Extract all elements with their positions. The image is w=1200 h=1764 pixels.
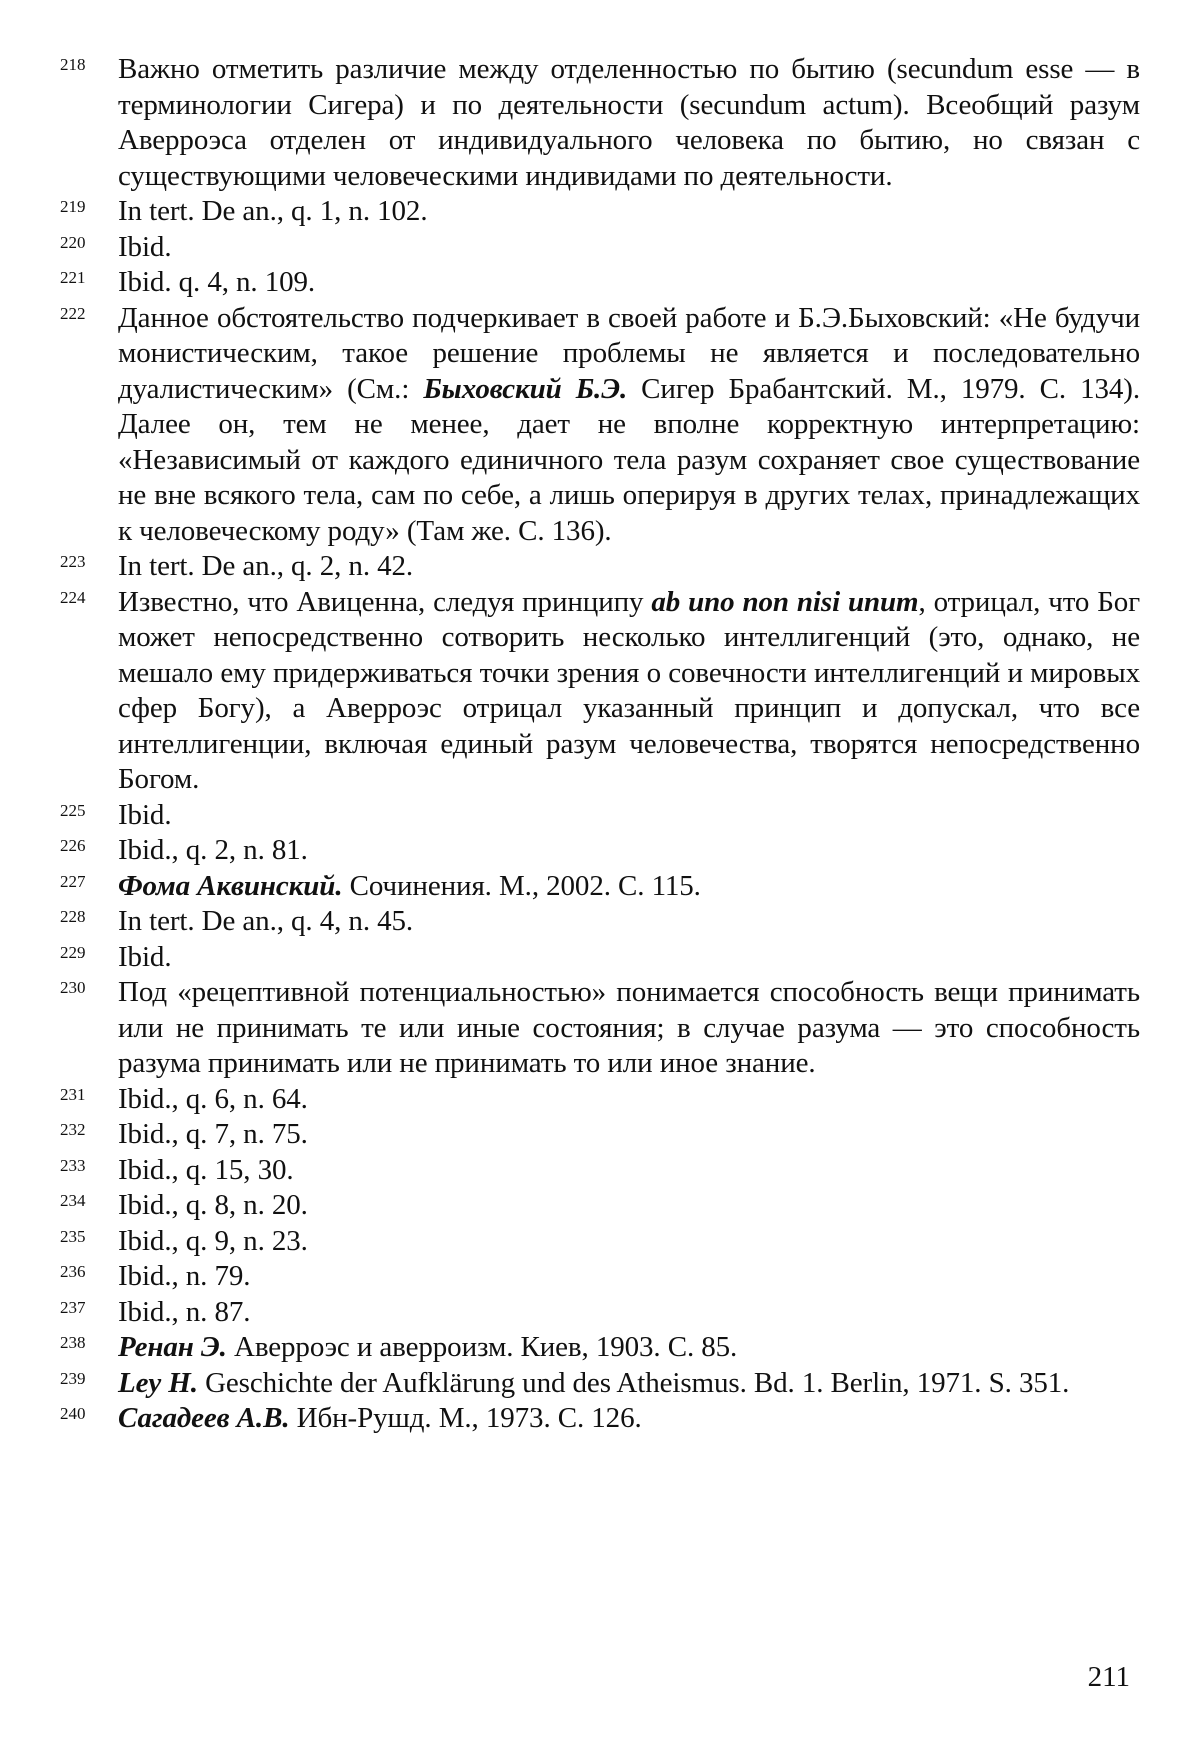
footnote-230 xyxy=(60,975,1140,1082)
footnote-number: 239 xyxy=(60,1368,86,1388)
footnote-text xyxy=(118,869,1140,905)
footnote-number: 235 xyxy=(60,1226,86,1246)
footnote-237 xyxy=(60,1295,1140,1331)
footnote-223 xyxy=(60,549,1140,585)
footnote-text: Важно отметить различие между отделенностью по бытию (secundum esse — в терминологии Сигера) и по деятельности (secundum actum). Всеобщий разум Аверроэса отделен от индивидуального человека по бытию, но связан с существующими человеческими индивидами по деятельности. xyxy=(118,53,1140,192)
footnote-236 xyxy=(60,1259,1140,1295)
footnote-text: Ibid. q. 4, n. 109. xyxy=(118,266,316,298)
footnote-text: In tert. De an., q. 2, n. 42. xyxy=(118,550,414,582)
footnote-number: 232 xyxy=(60,1120,86,1139)
footnote-text-post: Сочинения. М., 2002. С. 115. xyxy=(342,869,701,902)
footnote-231 xyxy=(60,1082,1140,1118)
footnote-text-post: Ибн-Рушд. М., 1973. С. 126. xyxy=(289,1402,642,1434)
footnote-number: 220 xyxy=(60,232,86,252)
footnote-233 xyxy=(60,1153,1140,1189)
footnote-226 xyxy=(60,833,1140,869)
latin-phrase-italic: ab uno non nisi unum xyxy=(651,585,919,618)
footnote-number: 224 xyxy=(60,587,86,607)
footnote-text: Ibid. xyxy=(118,940,172,973)
footnote-number: 228 xyxy=(60,907,86,926)
endnotes-list xyxy=(60,52,1140,1437)
footnote-text: Ibid. xyxy=(118,230,172,263)
footnote-number: 226 xyxy=(60,836,86,855)
footnote-221 xyxy=(60,265,1140,301)
footnote-text-pre: Известно, что Авиценна, следуя принципу xyxy=(118,585,652,618)
author-name-italic: Фома Аквинский. xyxy=(118,869,343,902)
author-name-italic: Ley H. xyxy=(118,1366,198,1399)
footnote-222 xyxy=(60,301,1140,550)
footnote-220 xyxy=(60,230,1140,266)
footnote-text: Ibid., q. 6, n. 64. xyxy=(118,1082,308,1115)
footnote-text: Под «рецептивной потенциальностью» понимается способность вещи принимать или не принимать те или иные состояния; в случае разума — это способность разума принимать или не принимать то или иное знание. xyxy=(118,976,1140,1079)
footnote-text-post: Аверроэс и аверроизм. Киев, 1903. С. 85. xyxy=(226,1331,738,1363)
footnote-text: In tert. De an., q. 4, n. 45. xyxy=(118,905,414,937)
footnote-229 xyxy=(60,940,1140,976)
footnote-text: Ibid. xyxy=(118,798,172,831)
footnote-text xyxy=(118,585,1140,798)
footnote-number: 222 xyxy=(60,303,86,323)
footnote-number: 223 xyxy=(60,552,86,571)
footnote-text: Ibid., q. 9, n. 23. xyxy=(118,1224,308,1257)
footnote-text-post: Сигер Брабантский. М., 1979. С. 134). Далее он, тем не менее, дает не вполне корректную интерпретацию: «Независимый от каждого единичного тела разум сохраняет свое существование не вне всякого тела, сам по себе, а лишь оперируя в других телах, принадлежащих к человеческому роду» (Там же. С. 136). xyxy=(118,372,1140,547)
footnote-227 xyxy=(60,869,1140,905)
footnote-number: 237 xyxy=(60,1297,86,1317)
footnote-text-post: Geschichte der Aufklärung und des Atheismus. Bd. 1. Berlin, 1971. S. 351. xyxy=(197,1366,1070,1399)
footnote-225 xyxy=(60,798,1140,834)
footnote-text: Ibid., q. 2, n. 81. xyxy=(118,834,308,866)
footnote-number: 231 xyxy=(60,1084,86,1104)
footnote-number: 229 xyxy=(60,942,86,962)
footnote-224 xyxy=(60,585,1140,798)
footnote-number: 236 xyxy=(60,1262,86,1281)
footnote-218 xyxy=(60,52,1140,194)
author-name-italic: Быховский Б.Э. xyxy=(423,372,628,405)
footnote-text xyxy=(118,1330,1140,1366)
page-number: 211 xyxy=(1087,1661,1130,1693)
footnote-234 xyxy=(60,1188,1140,1224)
footnote-text xyxy=(118,1366,1140,1402)
footnote-232 xyxy=(60,1117,1140,1153)
author-name-italic: Ренан Э. xyxy=(118,1331,227,1363)
footnote-number: 221 xyxy=(60,268,86,287)
footnote-number: 234 xyxy=(60,1191,86,1210)
footnote-number: 227 xyxy=(60,871,86,891)
footnote-number: 219 xyxy=(60,197,86,216)
footnote-number: 240 xyxy=(60,1404,86,1423)
footnote-text: Ibid., n. 79. xyxy=(118,1260,251,1292)
footnote-text: Ibid., n. 87. xyxy=(118,1295,251,1328)
footnote-number: 218 xyxy=(60,55,86,74)
footnote-text: Ibid., q. 7, n. 75. xyxy=(118,1118,308,1150)
footnote-number: 238 xyxy=(60,1333,86,1352)
footnote-number: 225 xyxy=(60,800,86,820)
footnote-text: Ibid., q. 8, n. 20. xyxy=(118,1189,308,1221)
footnote-number: 230 xyxy=(60,978,86,997)
footnote-text: Ibid., q. 15, 30. xyxy=(118,1153,294,1186)
footnote-text xyxy=(118,1401,1140,1437)
footnote-text-post: , отрицал, что Бог может непосредственно сотворить несколько интеллигенций (это, однако, не мешало ему придерживаться точки зрения о совечности интеллигенций и мировых сфер Богу), а Аверроэс отрицал указанный принцип и допускал, что все интеллигенции, включая единый разум человечества, творятся непосредственно Богом. xyxy=(118,585,1140,795)
footnote-228 xyxy=(60,904,1140,940)
footnote-235 xyxy=(60,1224,1140,1260)
footnote-240 xyxy=(60,1401,1140,1437)
footnote-238 xyxy=(60,1330,1140,1366)
footnote-239 xyxy=(60,1366,1140,1402)
footnote-number: 233 xyxy=(60,1155,86,1175)
footnote-text xyxy=(118,301,1140,550)
footnote-219 xyxy=(60,194,1140,230)
footnote-text: In tert. De an., q. 1, n. 102. xyxy=(118,195,428,227)
author-name-italic: Сагадеев А.В. xyxy=(118,1402,290,1434)
footnote-text-pre: Данное обстоятельство подчеркивает в своей работе и Б.Э.Быховский: «Не будучи монистическим, такое решение проблемы не является и последовательно дуалистическим» (См.: xyxy=(118,301,1140,405)
